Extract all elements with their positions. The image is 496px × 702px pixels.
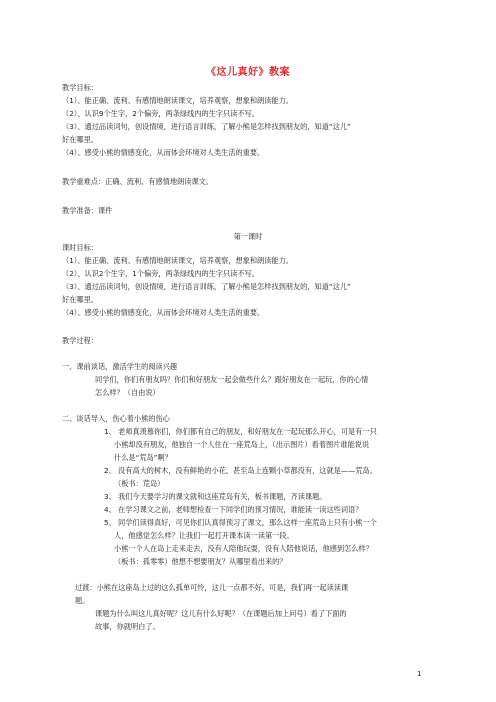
step-heading: 二、谈话导入，伤心着小熊的伤心 xyxy=(62,414,170,423)
list-item: 4、 在学习课文之前，老师想检查一下同学们的预习情况，谁能读一读这些词语？ xyxy=(104,505,363,514)
preparation: 教学准备：课件 xyxy=(62,206,113,215)
transition-line: 过渡：小熊在这座岛上过的这么孤单可怜，这儿一点都不好，可是，我们再一起读读课 xyxy=(75,583,349,592)
objective-line: （4）、感受小熊的情感变化，从而体会环境对人类生活的重要。 xyxy=(62,308,265,317)
list-item-cont: （板书：荒岛） xyxy=(114,479,165,488)
paragraph-line: 同学们，你们有朋友吗？你们和好朋友一起会做些什么？跟好朋友在一起玩，你的心情 xyxy=(95,375,369,384)
list-item-cont: （板书：孤零零）他想不想要朋友？从哪里看出来的？ xyxy=(114,557,287,566)
list-item: 1、 老师真羡慕你们，你们都有自己的朋友，和好朋友在一起玩那么开心，可是有一只 xyxy=(104,427,377,436)
key-points: 教学重难点：正确、流利、有感情地朗读课文。 xyxy=(62,177,213,186)
objective-line: （3）、通过品读词句，创设情境，进行语言训练，了解小熊是怎样找到朋友的，知道“这儿” xyxy=(62,282,351,291)
paragraph-line: 怎么样？（自由说） xyxy=(95,388,160,397)
section-heading-lesson-objectives: 课时目标： xyxy=(62,243,98,252)
section-heading-process: 教学过程： xyxy=(62,336,98,345)
step-heading: 一、课前谈话，激活学生的阅读兴趣 xyxy=(62,362,178,371)
lesson-heading: 第一课时 xyxy=(233,232,263,241)
objective-line: （2）、认识9个生字，2个偏旁，两条绿线内的生字只读不写。 xyxy=(62,109,259,118)
page-title: 《这儿真好》教案 xyxy=(206,67,290,78)
list-item-cont: 小熊一个人在岛上走来走去，没有人陪他玩耍，没有人陪他说话，他感到怎么样？ xyxy=(114,544,373,553)
objective-line-cont: 好在哪里。 xyxy=(62,135,98,144)
paragraph-line: 故事，你就明白了。 xyxy=(95,622,160,631)
objective-line: （2）、认识2个生字，1个偏旁，两条绿线内的生字只读不写。 xyxy=(62,269,259,278)
section-heading-objectives: 教学目标： xyxy=(62,83,98,92)
list-item-cont: 什么是“荒岛”啊？ xyxy=(114,453,172,462)
objective-line: （4）、感受小熊的情感变化，从而体会环境对人类生活的重要。 xyxy=(62,148,265,157)
list-item: 2、 没有高大的树木，没有鲜艳的小花，甚至岛上连颗小草都没有，这就是——荒岛。 xyxy=(104,466,377,475)
list-item-cont: 人，他感觉怎么样？让我们一起打开课本读一读第一段。 xyxy=(114,531,294,540)
objective-line-cont: 好在哪里。 xyxy=(62,295,98,304)
list-item-cont: 小熊却没有朋友，他独自一个人住在一座荒岛上，（出示图片）看着图片谁能说说 xyxy=(114,440,370,449)
transition-line-cont: 题。 xyxy=(75,596,90,605)
list-item: 5、 同学们读得真好，可见你们认真得预习了课文，那么这样一座荒岛上只有小熊一个 xyxy=(104,518,377,527)
page-number: 1 xyxy=(417,670,422,678)
objective-line: （1）、能正确、流利、有感情地朗读课文，培养观察，想象和朗读能力。 xyxy=(62,96,293,105)
list-item: 3、 我们今天要学习的课文就和这座荒岛有关，板书课题，齐读课题。 xyxy=(104,492,327,501)
objective-line: （1）、能正确、流利、有感情地朗读课文，培养观察，想象和朗读能力。 xyxy=(62,256,293,265)
paragraph-line: 课题为什么叫这儿真好呢？这儿有什么好呢？（在课题后加上问号）看了下面的 xyxy=(95,609,347,618)
objective-line: （3）、通过品读词句，创设情境，进行语言训练，了解小熊是怎样找到朋友的，知道“这儿” xyxy=(62,122,351,131)
